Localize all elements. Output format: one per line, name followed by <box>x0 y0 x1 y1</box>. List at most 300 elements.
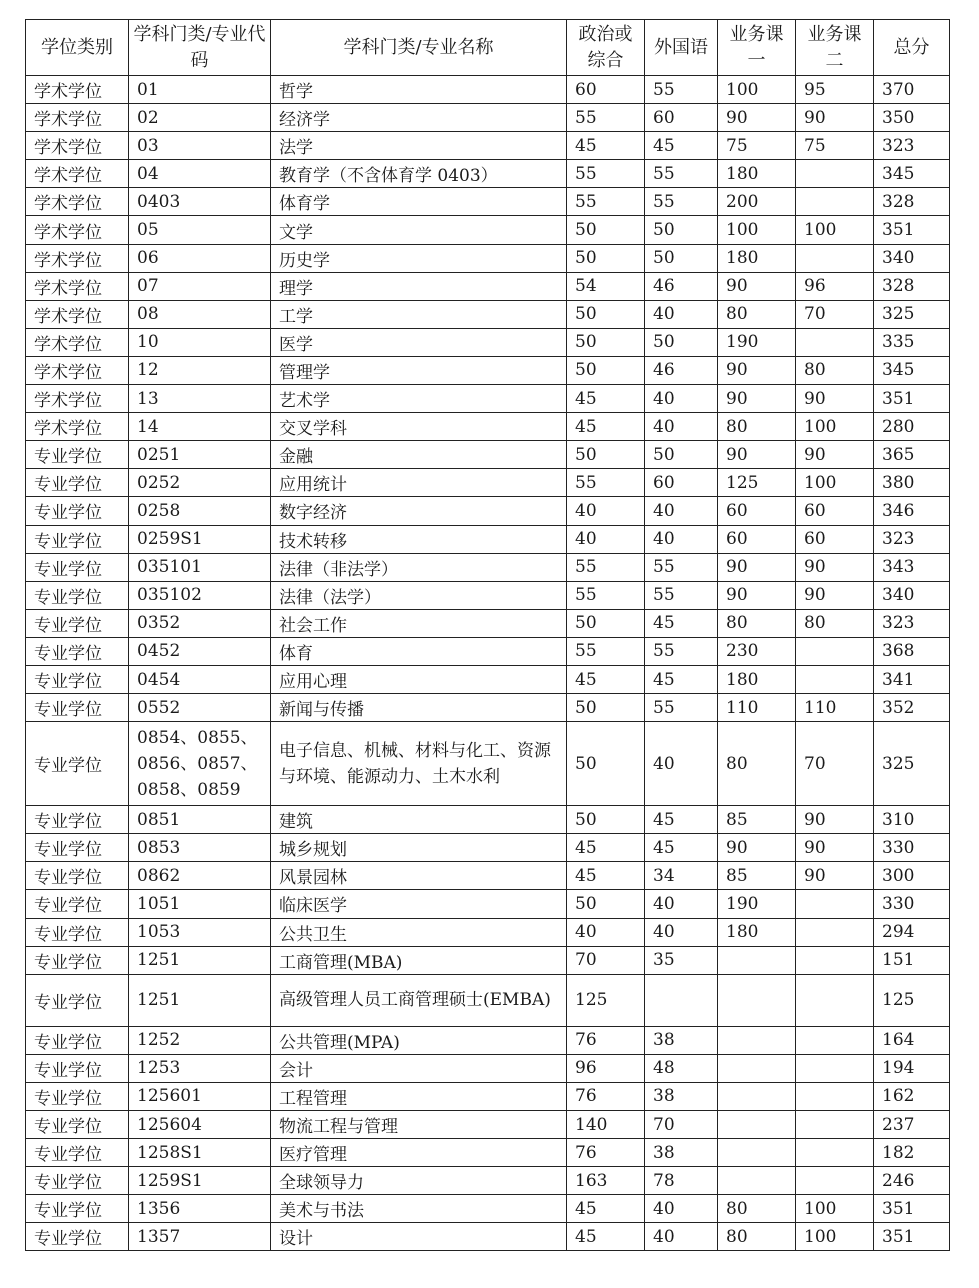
cell-type: 学术学位 <box>26 244 129 272</box>
cell-type: 专业学位 <box>26 609 129 637</box>
header-type: 学位类别 <box>26 20 129 76</box>
cell-course1: 90 <box>718 553 796 581</box>
cell-name: 临床医学 <box>271 890 567 918</box>
cell-name: 电子信息、机械、材料与化工、资源与环境、能源动力、土木水利 <box>271 722 567 806</box>
cell-name: 法学 <box>271 132 567 160</box>
cell-total: 164 <box>874 1026 950 1054</box>
table-row <box>26 216 950 244</box>
cell-course1: 180 <box>718 918 796 946</box>
cell-politics: 140 <box>567 1111 645 1139</box>
cell-course2 <box>796 890 874 918</box>
cell-foreign: 46 <box>645 356 718 384</box>
table-row <box>26 581 950 609</box>
cell-course2 <box>796 1111 874 1139</box>
cell-foreign: 55 <box>645 694 718 722</box>
cell-foreign: 60 <box>645 104 718 132</box>
cell-politics: 40 <box>567 918 645 946</box>
cell-foreign: 40 <box>645 890 718 918</box>
cell-foreign: 55 <box>645 188 718 216</box>
cell-course2 <box>796 160 874 188</box>
cell-total: 246 <box>874 1167 950 1195</box>
cell-name: 高级管理人员工商管理硕士(EMBA) <box>271 974 567 1026</box>
cell-name: 教育学（不含体育学 0403） <box>271 160 567 188</box>
cell-course1: 80 <box>718 609 796 637</box>
table-row <box>26 946 950 974</box>
cell-course1 <box>718 1054 796 1082</box>
cell-total: 340 <box>874 581 950 609</box>
cell-total: 300 <box>874 862 950 890</box>
table-body <box>26 76 950 1251</box>
cell-code: 0851 <box>129 806 271 834</box>
cell-name: 文学 <box>271 216 567 244</box>
cell-course2: 90 <box>796 553 874 581</box>
table-row <box>26 918 950 946</box>
cell-name: 应用心理 <box>271 665 567 693</box>
cell-course2 <box>796 974 874 1026</box>
cell-course1: 180 <box>718 665 796 693</box>
cell-code: 125601 <box>129 1082 271 1110</box>
cell-course1: 90 <box>718 104 796 132</box>
cell-code: 0403 <box>129 188 271 216</box>
cell-code: 06 <box>129 244 271 272</box>
cell-code: 0454 <box>129 665 271 693</box>
cell-total: 351 <box>874 1223 950 1251</box>
cell-course1: 90 <box>718 441 796 469</box>
table-row <box>26 497 950 525</box>
cell-course2: 60 <box>796 497 874 525</box>
cell-total: 368 <box>874 637 950 665</box>
cell-politics: 55 <box>567 581 645 609</box>
cell-foreign: 38 <box>645 1082 718 1110</box>
cell-foreign: 50 <box>645 216 718 244</box>
cell-total: 340 <box>874 244 950 272</box>
cell-politics: 60 <box>567 76 645 104</box>
cell-course2: 75 <box>796 132 874 160</box>
cell-code: 125604 <box>129 1111 271 1139</box>
cell-course1: 125 <box>718 469 796 497</box>
cell-course2: 80 <box>796 356 874 384</box>
cell-name: 工商管理(MBA) <box>271 946 567 974</box>
cell-code: 1356 <box>129 1195 271 1223</box>
cell-name: 风景园林 <box>271 862 567 890</box>
table-row <box>26 1026 950 1054</box>
cell-politics: 45 <box>567 132 645 160</box>
cell-politics: 76 <box>567 1139 645 1167</box>
cell-name: 法律（法学） <box>271 581 567 609</box>
cell-foreign: 40 <box>645 385 718 413</box>
cell-code: 1252 <box>129 1026 271 1054</box>
cell-course2: 110 <box>796 694 874 722</box>
cell-total: 125 <box>874 974 950 1026</box>
cell-code: 0862 <box>129 862 271 890</box>
cell-foreign: 78 <box>645 1167 718 1195</box>
cell-course2: 80 <box>796 609 874 637</box>
cell-course1: 230 <box>718 637 796 665</box>
cell-course1: 190 <box>718 328 796 356</box>
table-row <box>26 974 950 1026</box>
cell-type: 专业学位 <box>26 1026 129 1054</box>
cell-foreign: 55 <box>645 553 718 581</box>
cell-course2: 90 <box>796 834 874 862</box>
cell-total: 328 <box>874 188 950 216</box>
cell-course1: 90 <box>718 356 796 384</box>
cell-foreign: 40 <box>645 413 718 441</box>
cell-course1: 180 <box>718 244 796 272</box>
cell-total: 182 <box>874 1139 950 1167</box>
table-row <box>26 76 950 104</box>
cell-course1: 90 <box>718 385 796 413</box>
table-row <box>26 356 950 384</box>
table-row <box>26 1195 950 1223</box>
table-row <box>26 1111 950 1139</box>
table-row <box>26 132 950 160</box>
cell-course2 <box>796 946 874 974</box>
cell-course2: 90 <box>796 104 874 132</box>
cell-course2: 96 <box>796 272 874 300</box>
cell-foreign: 55 <box>645 581 718 609</box>
cell-politics: 76 <box>567 1082 645 1110</box>
cell-code: 1251 <box>129 946 271 974</box>
cell-politics: 50 <box>567 806 645 834</box>
cell-politics: 55 <box>567 637 645 665</box>
cell-name: 理学 <box>271 272 567 300</box>
cell-type: 专业学位 <box>26 1111 129 1139</box>
cell-type: 学术学位 <box>26 413 129 441</box>
cell-foreign: 50 <box>645 244 718 272</box>
cell-name: 工程管理 <box>271 1082 567 1110</box>
cell-type: 学术学位 <box>26 216 129 244</box>
cell-course2 <box>796 1054 874 1082</box>
cell-total: 351 <box>874 216 950 244</box>
cell-course2 <box>796 328 874 356</box>
cell-foreign: 55 <box>645 76 718 104</box>
cell-foreign: 40 <box>645 722 718 806</box>
table-row <box>26 328 950 356</box>
cell-course2 <box>796 244 874 272</box>
table-row <box>26 665 950 693</box>
cell-course1: 180 <box>718 160 796 188</box>
cell-politics: 50 <box>567 890 645 918</box>
cell-course1: 190 <box>718 890 796 918</box>
cell-total: 330 <box>874 834 950 862</box>
cell-total: 162 <box>874 1082 950 1110</box>
cell-type: 专业学位 <box>26 834 129 862</box>
cell-type: 学术学位 <box>26 385 129 413</box>
cell-total: 310 <box>874 806 950 834</box>
cell-name: 新闻与传播 <box>271 694 567 722</box>
cell-code: 1253 <box>129 1054 271 1082</box>
table-row <box>26 1054 950 1082</box>
header-foreign: 外国语 <box>645 20 718 76</box>
cell-politics: 55 <box>567 188 645 216</box>
cell-type: 专业学位 <box>26 497 129 525</box>
table-row <box>26 385 950 413</box>
cell-total: 365 <box>874 441 950 469</box>
cell-code: 02 <box>129 104 271 132</box>
cell-code: 0251 <box>129 441 271 469</box>
cell-type: 专业学位 <box>26 1223 129 1251</box>
cell-type: 专业学位 <box>26 862 129 890</box>
cell-politics: 45 <box>567 665 645 693</box>
cell-course1: 100 <box>718 76 796 104</box>
cell-name: 历史学 <box>271 244 567 272</box>
cell-type: 学术学位 <box>26 188 129 216</box>
cell-name: 医学 <box>271 328 567 356</box>
cell-foreign: 35 <box>645 946 718 974</box>
cell-type: 专业学位 <box>26 974 129 1026</box>
cell-name: 设计 <box>271 1223 567 1251</box>
cell-course2: 90 <box>796 385 874 413</box>
cell-foreign: 70 <box>645 1111 718 1139</box>
cell-politics: 55 <box>567 160 645 188</box>
cell-total: 351 <box>874 1195 950 1223</box>
cell-code: 10 <box>129 328 271 356</box>
header-total: 总分 <box>874 20 950 76</box>
cell-course2 <box>796 188 874 216</box>
header-code: 学科门类/专业代码 <box>129 20 271 76</box>
cell-politics: 45 <box>567 413 645 441</box>
cell-name: 体育 <box>271 637 567 665</box>
cell-type: 专业学位 <box>26 469 129 497</box>
cell-foreign: 45 <box>645 834 718 862</box>
table-row <box>26 890 950 918</box>
cell-course2: 100 <box>796 216 874 244</box>
cell-foreign: 45 <box>645 806 718 834</box>
cell-name: 技术转移 <box>271 525 567 553</box>
cell-name: 应用统计 <box>271 469 567 497</box>
cell-type: 专业学位 <box>26 1054 129 1082</box>
cell-type: 专业学位 <box>26 890 129 918</box>
cell-total: 323 <box>874 132 950 160</box>
cell-code: 12 <box>129 356 271 384</box>
cell-course1: 80 <box>718 722 796 806</box>
cell-type: 专业学位 <box>26 1082 129 1110</box>
cell-politics: 50 <box>567 328 645 356</box>
cell-course2 <box>796 1139 874 1167</box>
header-row <box>26 20 950 76</box>
cell-foreign: 40 <box>645 918 718 946</box>
cell-name: 会计 <box>271 1054 567 1082</box>
table-row <box>26 413 950 441</box>
cell-course1: 85 <box>718 806 796 834</box>
cell-total: 352 <box>874 694 950 722</box>
cell-foreign: 38 <box>645 1026 718 1054</box>
cell-code: 0259S1 <box>129 525 271 553</box>
cell-foreign: 40 <box>645 497 718 525</box>
cell-name: 医疗管理 <box>271 1139 567 1167</box>
cell-type: 专业学位 <box>26 722 129 806</box>
cell-course1: 80 <box>718 1223 796 1251</box>
cell-course1: 110 <box>718 694 796 722</box>
cell-total: 350 <box>874 104 950 132</box>
cell-code: 035101 <box>129 553 271 581</box>
cell-type: 专业学位 <box>26 441 129 469</box>
cell-total: 370 <box>874 76 950 104</box>
cell-course1: 90 <box>718 581 796 609</box>
table-row <box>26 469 950 497</box>
cell-type: 专业学位 <box>26 1195 129 1223</box>
cell-code: 0252 <box>129 469 271 497</box>
cell-code: 1357 <box>129 1223 271 1251</box>
cell-course1 <box>718 946 796 974</box>
cell-code: 1053 <box>129 918 271 946</box>
cell-course2 <box>796 1082 874 1110</box>
cell-name: 全球领导力 <box>271 1167 567 1195</box>
cell-course1: 90 <box>718 834 796 862</box>
table-row <box>26 188 950 216</box>
cell-total: 237 <box>874 1111 950 1139</box>
cell-course2: 100 <box>796 413 874 441</box>
cell-politics: 50 <box>567 694 645 722</box>
cell-code: 13 <box>129 385 271 413</box>
cell-name: 交叉学科 <box>271 413 567 441</box>
cell-course1: 80 <box>718 1195 796 1223</box>
cell-course1: 80 <box>718 413 796 441</box>
table-row <box>26 244 950 272</box>
cell-type: 专业学位 <box>26 806 129 834</box>
cell-politics: 45 <box>567 1223 645 1251</box>
cell-name: 城乡规划 <box>271 834 567 862</box>
cell-total: 335 <box>874 328 950 356</box>
cell-foreign: 34 <box>645 862 718 890</box>
table-row <box>26 862 950 890</box>
cell-course1: 85 <box>718 862 796 890</box>
cell-politics: 50 <box>567 216 645 244</box>
cell-foreign: 40 <box>645 1195 718 1223</box>
cell-foreign: 55 <box>645 637 718 665</box>
cell-code: 14 <box>129 413 271 441</box>
cell-total: 194 <box>874 1054 950 1082</box>
cell-politics: 50 <box>567 722 645 806</box>
cell-type: 专业学位 <box>26 694 129 722</box>
table-row <box>26 637 950 665</box>
cell-course2: 70 <box>796 300 874 328</box>
cell-politics: 54 <box>567 272 645 300</box>
cell-course2: 70 <box>796 722 874 806</box>
table-row <box>26 553 950 581</box>
cell-foreign: 48 <box>645 1054 718 1082</box>
cell-course2 <box>796 637 874 665</box>
table-row <box>26 1082 950 1110</box>
cell-type: 专业学位 <box>26 918 129 946</box>
header-course1: 业务课一 <box>718 20 796 76</box>
cell-name: 法律（非法学） <box>271 553 567 581</box>
cell-total: 323 <box>874 609 950 637</box>
header-politics: 政治或综合 <box>567 20 645 76</box>
cell-total: 345 <box>874 160 950 188</box>
cell-type: 学术学位 <box>26 76 129 104</box>
cell-politics: 125 <box>567 974 645 1026</box>
cell-course1: 75 <box>718 132 796 160</box>
cell-politics: 70 <box>567 946 645 974</box>
cell-total: 345 <box>874 356 950 384</box>
cell-foreign: 45 <box>645 132 718 160</box>
cell-code: 07 <box>129 272 271 300</box>
cell-name: 金融 <box>271 441 567 469</box>
cell-politics: 45 <box>567 1195 645 1223</box>
cell-name: 工学 <box>271 300 567 328</box>
cell-politics: 96 <box>567 1054 645 1082</box>
cell-code: 0853 <box>129 834 271 862</box>
cell-politics: 163 <box>567 1167 645 1195</box>
table-row <box>26 441 950 469</box>
table-row <box>26 525 950 553</box>
cell-code: 03 <box>129 132 271 160</box>
cell-name: 公共管理(MPA) <box>271 1026 567 1054</box>
cell-politics: 50 <box>567 244 645 272</box>
cell-code: 01 <box>129 76 271 104</box>
cell-total: 151 <box>874 946 950 974</box>
cell-total: 343 <box>874 553 950 581</box>
cell-course2: 100 <box>796 1195 874 1223</box>
cell-total: 280 <box>874 413 950 441</box>
cell-foreign: 38 <box>645 1139 718 1167</box>
cell-code: 0854、0855、0856、0857、0858、0859 <box>129 722 271 806</box>
cell-course2 <box>796 665 874 693</box>
cell-course1: 60 <box>718 497 796 525</box>
cell-course1: 80 <box>718 300 796 328</box>
cell-name: 经济学 <box>271 104 567 132</box>
cell-code: 1258S1 <box>129 1139 271 1167</box>
cell-total: 330 <box>874 890 950 918</box>
cell-total: 341 <box>874 665 950 693</box>
table-row <box>26 160 950 188</box>
cell-type: 专业学位 <box>26 1139 129 1167</box>
cell-total: 323 <box>874 525 950 553</box>
cell-code: 08 <box>129 300 271 328</box>
cell-type: 学术学位 <box>26 160 129 188</box>
cell-foreign: 60 <box>645 469 718 497</box>
cell-course1 <box>718 1026 796 1054</box>
cell-course2: 90 <box>796 806 874 834</box>
table-row <box>26 722 950 806</box>
cell-type: 学术学位 <box>26 132 129 160</box>
cell-type: 学术学位 <box>26 356 129 384</box>
cell-name: 社会工作 <box>271 609 567 637</box>
cell-course1 <box>718 1139 796 1167</box>
cell-type: 学术学位 <box>26 328 129 356</box>
cell-politics: 76 <box>567 1026 645 1054</box>
cell-name: 公共卫生 <box>271 918 567 946</box>
header-course2: 业务课二 <box>796 20 874 76</box>
table-row <box>26 300 950 328</box>
cell-politics: 40 <box>567 525 645 553</box>
cell-type: 专业学位 <box>26 525 129 553</box>
cell-code: 1051 <box>129 890 271 918</box>
cell-type: 学术学位 <box>26 300 129 328</box>
table-row <box>26 609 950 637</box>
table-row <box>26 272 950 300</box>
cell-total: 351 <box>874 385 950 413</box>
cell-course1: 200 <box>718 188 796 216</box>
cell-foreign: 50 <box>645 328 718 356</box>
cell-politics: 45 <box>567 862 645 890</box>
cell-course2: 100 <box>796 469 874 497</box>
cell-total: 325 <box>874 300 950 328</box>
cell-course2: 90 <box>796 862 874 890</box>
cell-course2 <box>796 918 874 946</box>
cell-total: 346 <box>874 497 950 525</box>
cell-code: 0258 <box>129 497 271 525</box>
table-row <box>26 1139 950 1167</box>
cell-course1 <box>718 1111 796 1139</box>
cell-total: 325 <box>874 722 950 806</box>
cell-name: 哲学 <box>271 76 567 104</box>
cell-course2: 90 <box>796 441 874 469</box>
cell-course2: 60 <box>796 525 874 553</box>
cell-name: 体育学 <box>271 188 567 216</box>
cell-course1 <box>718 1082 796 1110</box>
